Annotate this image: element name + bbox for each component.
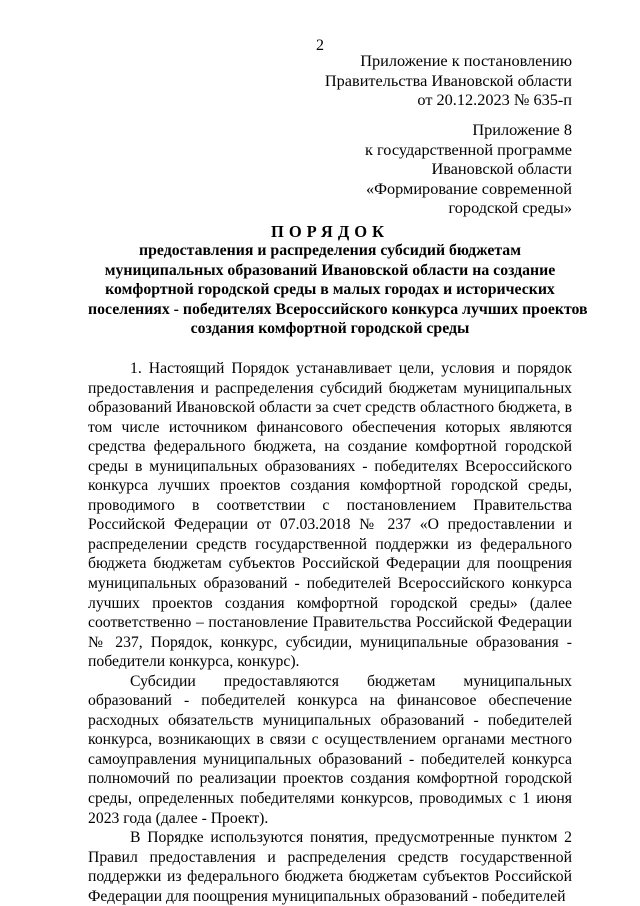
appendix-program-line: «Формирование современной bbox=[366, 178, 572, 198]
subtitle-line: создания комфортной городской среды bbox=[190, 320, 470, 338]
subtitle-line: предоставления и распределения субсидий бюджетам bbox=[139, 242, 521, 259]
subtitle-line: комфортной городской среды в малых городах и исторических bbox=[105, 281, 555, 299]
paragraph: В Порядке используются понятия, предусмотренные пунктом 2 Правил предоставления и распределения средств государственной поддержки из федерального бюджета бюджетам субъектов Российской Федерации для поощрения муниципальных образований - победителей bbox=[88, 829, 572, 905]
appendix-resolution-block bbox=[325, 51, 572, 110]
appendix-resolution-line: Правительства Ивановской области bbox=[324, 70, 572, 90]
appendix-program-line: городской среды» bbox=[448, 198, 572, 218]
appendix-resolution-line: Приложение к постановлению bbox=[360, 51, 572, 70]
document-body bbox=[88, 359, 572, 906]
page-number: 2 bbox=[316, 37, 324, 54]
appendix-resolution-line: от 20.12.2023 № 635-п bbox=[417, 90, 572, 110]
appendix-program-block bbox=[365, 120, 572, 218]
paragraph: Субсидии предоставляются бюджетам муниципальных образований - победителей конкурса на финансовое обеспечение расходных обязательств муниципальных образований - победителей конкурса, возникающих в связи с осуществлением органами местного самоуправления муниципальных образований - победителей конкурса полномочий по реализации проектов создания комфортной городской среды, определенных победителями конкурсов, проводимых с 1 июня 2023 года (далее - Проект). bbox=[88, 672, 572, 827]
subtitle-line: муниципальных образований Ивановской области на создание bbox=[104, 261, 556, 279]
paragraph: 1. Настоящий Порядок устанавливает цели, условия и порядок предоставления и распределения субсидий бюджетам муниципальных образований Ивановской области за счет средств областного бюджета, в том числе источником финансового обеспечения которых являются средства федерального бюджета, на создание комфортной городской среды в муниципальных образованиях - победителях Всероссийского конкурса лучших проектов создания комфортной городской среды, проводимого в соответствии с постановлением Правительства Российской Федерации от 07.03.2018 № 237 «О предоставлении и распределении средств государственной поддержки из федерального бюджета бюджетам субъектов Российской Федерации для поощрения муниципальных образований - победителей Всероссийского конкурса лучших проектов создания комфортной городской среды» (далее соответственно – постановление Правительства Российской Федерации № 237, Порядок, конкурс, субсидии, муниципальные образования - победители конкурса, конкурс). bbox=[88, 360, 572, 671]
appendix-program-line: Приложение 8 bbox=[472, 120, 572, 139]
document-subtitle bbox=[88, 241, 588, 339]
appendix-program-line: Ивановской области bbox=[431, 159, 572, 179]
appendix-program-line: к государственной программе bbox=[365, 139, 572, 159]
subtitle-line: поселениях - победителях Всероссийского конкурса лучших проектов bbox=[88, 300, 588, 318]
document-title: ПОРЯДОК bbox=[271, 222, 389, 241]
